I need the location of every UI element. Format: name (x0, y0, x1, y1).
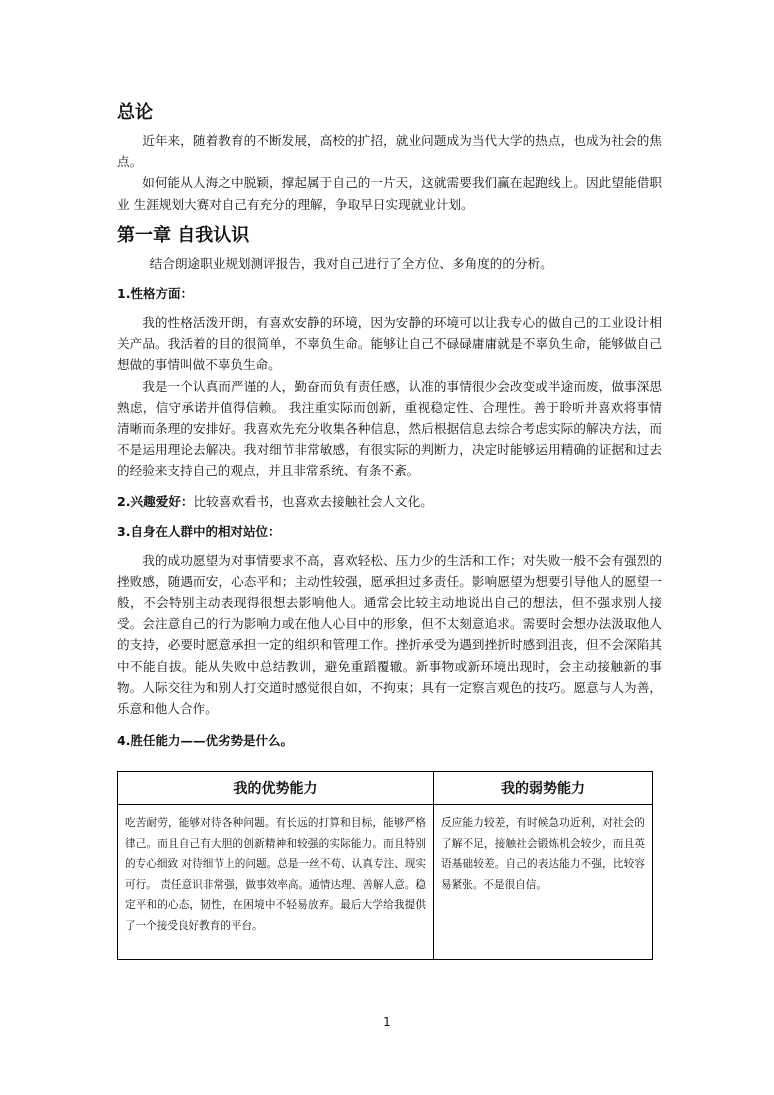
strength-header: 我的优势能力 (118, 772, 434, 805)
table-row (118, 805, 653, 960)
table-header-row (118, 772, 653, 805)
personality-paragraph-1: 我的性格活泼开朗，有喜欢安静的环境，因为安静的环境可以让我专心的做自己的工业设计相关产品。我活着的目的很简单，不辜负生命。能够让自己不碌碌庸庸就是不辜负生命，能够做自己想做的事情叫做不辜负生命。 (117, 315, 662, 373)
position-heading: 3.自身在人群中的相对站位： (117, 523, 281, 539)
competence-heading: 4.胜任能力——优劣势是什么。 (117, 733, 293, 749)
page-number: 1 (383, 1015, 391, 1029)
document-page (117, 100, 662, 960)
interest-line (117, 492, 662, 512)
personality-paragraph-2: 我是一个认真而严谨的人，勤奋而负有责任感，认准的事情很少会改变或半途而废，做事深思熟虑，信守承诺并值得信赖。 我注重实际而创新，重视稳定性、合理性。善于聆听并喜欢将事情清晰而条理的安排好。我喜欢先充分收集各种信息，然后根据信息去综合考虑实际的解决方法，而不是运用理论去解决。我对细节非常敏感，有很实际的判断力，决定时能够运用精确的证据和过去的经验来支持自己的观点，并且非常系统、有条不紊。 (117, 378, 662, 479)
intro-title: 总论 (117, 102, 153, 123)
intro-paragraph-2: 如何能从人海之中脱颖，撑起属于自己的一片天，这就需要我们赢在起跑线上。因此望能借职业 生涯规划大赛对自己有充分的理解，争取早日实现就业计划。 (117, 175, 662, 212)
chapter-lead: 结合朗途职业规划测评报告，我对自己进行了全方位、多角度的的分析。 (149, 255, 553, 271)
strength-cell: 吃苦耐劳，能够对待各种问题。有长远的打算和目标，能够严格律己。而且自己有大胆的创新精神和较强的实际能力。而且特别的专心细致 对待细节上的问题。总是一丝不苟、认真专注、现实可行。 责任意识非常强，做事效率高。通情达理、善解人意。稳定平和的心态，韧性，在困境中不轻易放弃。最后大学给我提供了一个接受良好教育的平台。 (118, 805, 434, 960)
weakness-cell: 反应能力较差，有时候急功近利，对社会的了解不足，接触社会锻炼机会较少，而且英语基础较差。自己的表达能力不强，比较容易紧张。不是很自信。 (434, 805, 653, 960)
interest-heading: 2.兴趣爱好： (117, 493, 194, 509)
interest-text: 比较喜欢看书，也喜欢去接触社会人文化。 (193, 493, 433, 509)
weakness-header: 我的弱势能力 (434, 772, 653, 805)
position-paragraph: 我的成功愿望为对事情要求不高，喜欢轻松、压力少的生活和工作；对失败一般不会有强烈的挫败感，随遇而安，心态平和；主动性较强，愿承担过多责任。影响愿望为想要引导他人的愿望一般，不会特别主动表现得很想去影响他人。通常会比较主动地说出自己的想法，但不强求别人接受。会注意自己的行为影响力或在他人心目中的形象，但不太刻意追求。需要时会想办法汲取他人的支持，必要时愿意承担一定的组织和管理工作。挫折承受为遇到挫折时感到沮丧，但不会深陷其中不能自拔。能从失败中总结教训，避免重蹈覆辙。新事物或新环境出现时，会主动接触新的事物。人际交往为和别人打交道时感觉很自如，不拘束；具有一定察言观色的技巧。愿意与人为善，乐意和他人合作。 (117, 552, 662, 717)
chapter-title: 第一章 自我认识 (117, 224, 250, 246)
strengths-weaknesses-table (117, 771, 653, 960)
intro-paragraph-1: 近年来，随着教育的不断发展，高校的扩招，就业问题成为当代大学的热点，也成为社会的焦点。 (117, 133, 662, 170)
personality-heading: 1.性格方面： (117, 286, 193, 302)
